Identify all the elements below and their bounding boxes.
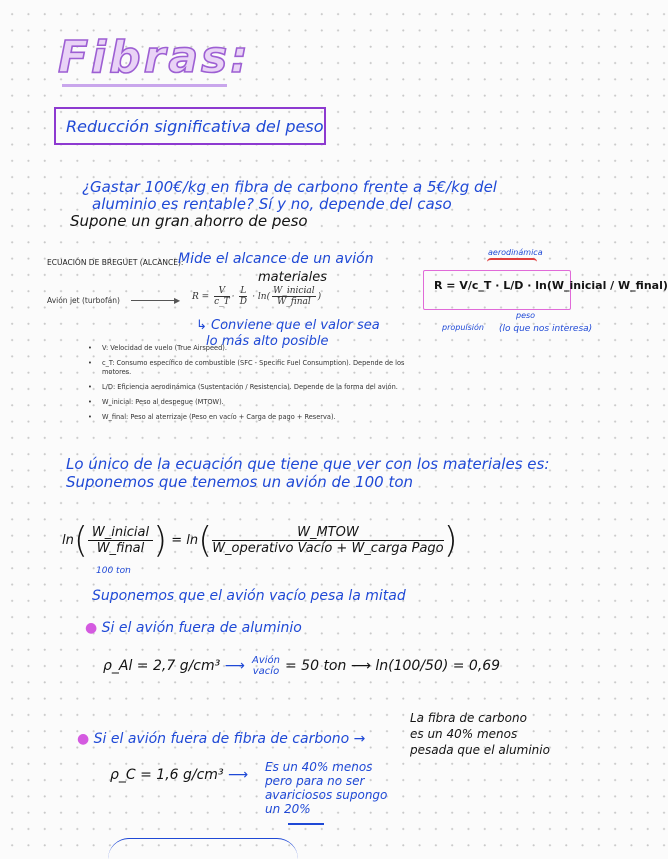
list-item: • V: Velocidad de vuelo (True Airspeed). (88, 344, 418, 353)
arrow-head-icon: ▶ (174, 296, 181, 305)
bullet-aluminio (85, 620, 302, 636)
page-title: Fibras: (58, 32, 251, 83)
materiales-label: materiales (258, 270, 328, 285)
propulsion-label: propulsión (442, 323, 484, 332)
carbono-density-text: ρ_C = 1,6 g/cm³ (110, 767, 224, 783)
question-line-2: aluminio es rentable? Sí y no, depende del caso (92, 195, 452, 213)
arrow-line (131, 300, 177, 301)
note-line: avariciosos supongo (265, 788, 388, 802)
ton-note: 100 ton (96, 566, 131, 576)
question-line-1: ¿Gastar 100€/kg en fibra de carbono frente a 5€/kg del (82, 178, 497, 196)
right-num: W_MTOW (212, 525, 443, 541)
carbon-right-note (410, 710, 550, 758)
w-num: W_inicial (273, 286, 315, 296)
note-line: pesada que el aluminio (410, 743, 550, 757)
list-item: • c_T: Consumo específico de combustible (SFC - Specific Fuel Consumption). Depende de los motores. (88, 359, 418, 377)
bullet-dot-icon: ● (85, 620, 102, 636)
aluminio-density-text: ρ_Al = 2,7 g/cm³ (103, 658, 221, 674)
aircraft-label: Avión jet (turbofán) (47, 296, 120, 305)
bullet-carbono-text: Si el avión fuera de fibra de carbono → (93, 731, 366, 747)
suppose-half: Suponemos que el avión vacío pesa la mitad (92, 588, 406, 604)
bullet-aluminio-text: Si el avión fuera de aluminio (101, 620, 302, 636)
side-formula: R = V/c_T · L/D · ln(W_inicial / W_final) (434, 279, 668, 292)
carbono-density (110, 767, 248, 783)
arrow-icon: ⟶ (228, 767, 249, 783)
left-num: W_inicial (88, 525, 153, 541)
ln-equation: ln( W_inicial W_final ) = ln( W_MTOW W_operativo Vacío + W_carga Pago ) (62, 520, 458, 561)
question-line-3: Supone un gran ahorro de peso (70, 212, 308, 230)
peso-label: peso (516, 311, 536, 320)
section2-line-1: Lo único de la ecuación que tiene que ver con los materiales es: (66, 455, 550, 473)
list-item: • W_final: Peso al aterrizaje (Peso en vacío + Carga de pago + Reserva). (88, 413, 418, 422)
fraction-ld (239, 286, 247, 307)
comment-line-1: ↳ Conviene que el valor sea (196, 318, 380, 333)
aerodinamica-label: aerodinámica (488, 248, 543, 257)
right-den: W_operativo Vacío + W_carga Pago (212, 541, 444, 556)
definitions-list (88, 344, 418, 428)
v-num: V (214, 286, 230, 297)
fraction-left (88, 525, 153, 556)
interes-label: (lo que nos interesa) (499, 324, 593, 334)
ln-right: = ln (171, 533, 199, 548)
avion-vacio-label: Avión vacío (252, 655, 280, 677)
bottom-curve (108, 838, 298, 859)
fraction-v (214, 286, 230, 307)
title-underline (62, 84, 227, 87)
fraction-w (272, 286, 315, 307)
v-den: c_T (214, 297, 230, 307)
section2-line-2: Suponemos que tenemos un avión de 100 ton (66, 473, 414, 491)
note-line: La fibra de carbono (410, 711, 527, 725)
aluminio-result: = 50 ton ⟶ ln(100/50) = 0,69 (285, 658, 501, 674)
formula-lhs: R = (192, 292, 210, 302)
aero-bracket (487, 258, 537, 262)
l-den: D (239, 297, 247, 307)
aluminio-density (103, 658, 245, 674)
l-num: L (240, 286, 247, 296)
breguet-heading: ECUACIÓN DE BREGUET (ALCANCE): (47, 258, 184, 267)
comment-line-2: lo más alto posible (206, 334, 329, 349)
carbono-note (265, 760, 387, 816)
left-den: W_final (96, 541, 145, 556)
bullet-dot-icon: ● (77, 731, 94, 747)
arrow-icon: ⟶ (224, 658, 245, 674)
list-item: • L/D: Eficiencia aerodinámica (Sustentación / Resistencia). Depende de la forma del avión. (88, 383, 418, 392)
bullet-carbono (77, 731, 365, 747)
note-line: es un 40% menos (410, 727, 518, 741)
fraction-right (212, 525, 443, 556)
breguet-formula: R = $\frac{V}{c\_T}$ · $\frac{L}{D}$ · ln( W_inicial W_final ) (192, 286, 322, 307)
w-den: W_final (276, 297, 311, 307)
underline-20 (288, 823, 324, 825)
boxed-heading: Reducción significativa del peso (66, 117, 324, 136)
ln-left: ln (62, 533, 74, 548)
note-line: pero para no ser (265, 774, 365, 788)
note-line: un 20% (265, 802, 311, 816)
breguet-description: Mide el alcance de un avión (178, 251, 374, 267)
formula-ln: · ln (252, 292, 267, 302)
note-line: Es un 40% menos (265, 760, 373, 774)
list-item: • W_inicial: Peso al despegue (MTOW). (88, 398, 418, 407)
